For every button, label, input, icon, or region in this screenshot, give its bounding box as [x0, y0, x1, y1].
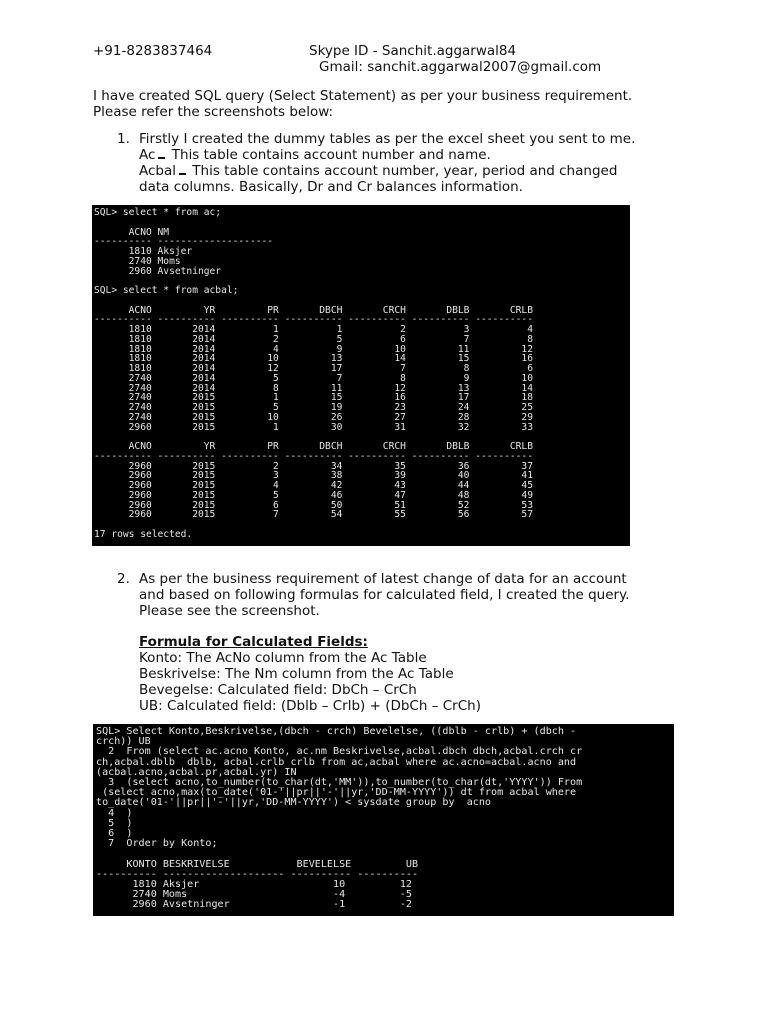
phone-number: +91-8283837464 [93, 43, 213, 59]
step2-number: 2. [117, 571, 130, 587]
terminal-output-1: SQL> select * from ac; ACNO NM ---------- -------------------- 1810 Aksjer 2740 Moms 2960 Avsetninger SQL> select * from acbal; ACNO YR PR DBCH CRCH DBLB CRLB ---------- ---------- ---------- ---------- ---------- ---------- ---------- 1810 2014 1 1 2 3 4 1810 2014 2 5 6 7 8 1810 2014 4 9 10 11 12 1810 2014 10 13 14 15 16 1810 2014 12 17 7 8 6 2740 2014 5 7 8 9 10 2740 2014 8 11 12 13 14 2740 2015 1 15 16 17 18 2740 2015 5 19 23 24 25 2740 2015 10 26 27 28 29 2960 2015 1 30 31 32 33 ACNO YR PR DBCH CRCH DBLB CRLB ---------- ---------- ---------- ---------- ---------- ---------- ---------- 2960 2015 2 34 35 36 37 2960 2015 3 38 39 40 41 2960 2015 4 42 43 44 45 2960 2015 5 46 47 48 49 2960 2015 6 50 51 52 53 2960 2015 7 54 55 56 57 17 rows selected. [94, 207, 533, 540]
skype-id: Skype ID - Sanchit.aggarwal84 [309, 43, 517, 59]
formula-bevegelse: Bevegelse: Calculated field: DbCh – CrCh [139, 682, 417, 698]
placeholder-box-icon [179, 165, 186, 175]
step1-line-acbal [139, 163, 617, 180]
step2-line-1: As per the business requirement of latest change of data for an account [139, 571, 627, 587]
ac-description: This table contains account number and name. [167, 147, 491, 163]
gmail-address: Gmail: sanchit.aggarwal2007@gmail.com [319, 59, 602, 75]
step2-line-3: Please see the screenshot. [139, 603, 320, 619]
step1-line-1: Firstly I created the dummy tables as per the excel sheet you sent to me. [139, 131, 636, 147]
step1-line-4: data columns. Basically, Dr and Cr balances information. [139, 179, 523, 195]
table-name-acbal: Acbal [139, 163, 177, 179]
intro-line-1: I have created SQL query (Select Statement) as per your business requirement. [93, 88, 633, 104]
sql-terminal-screenshot-1 [92, 205, 630, 546]
formula-beskrivelse: Beskrivelse: The Nm column from the Ac Table [139, 666, 454, 682]
table-name-ac: Ac [139, 147, 156, 163]
formula-ub: UB: Calculated field: (Dblb – Crlb) + (DbCh – CrCh) [139, 698, 481, 714]
intro-line-2: Please refer the screenshots below: [93, 104, 334, 120]
step2-line-2: and based on following formulas for calculated field, I created the query. [139, 587, 630, 603]
placeholder-box-icon [158, 149, 165, 159]
formula-heading: Formula for Calculated Fields: [139, 634, 368, 650]
acbal-description: This table contains account number, year, period and changed [188, 163, 618, 179]
step1-line-ac [139, 147, 491, 164]
terminal-output-2: SQL> Select Konto,Beskrivelse,(dbch - crch) Bevelelse, ((dblb - crlb) + (dbch - crch)) UB 2 From (select ac.acno Konto, ac.nm Beskrivelse,acbal.dbch dbch,acbal.crch cr ch,acbal.dblb dblb, acbal.crlb crlb from ac,acbal where ac.acno=acbal.acno and (acbal.acno,acbal.pr,acbal.yr) IN 3 (select acno,to_number(to_char(dt,'MM')),to_number(to_char(dt,'YYYY')) From (select acno,max(to_date('01-'||pr||'-'||yr,'DD-MM-YYYY')) dt from acbal where to_date('01-'||pr||'-'||yr,'DD-MM-YYYY') < sysdate group by acno 4 ) 5 ) 6 ) 7 Order by Konto; KONTO BESKRIVELSE BEVELELSE UB ---------- -------------------- ---------- ---------- 1810 Aksjer 10 12 2740 Moms -4 -5 2960 Avsetninger -1 -2 [96, 726, 583, 911]
step1-number: 1. [117, 131, 130, 147]
formula-konto: Konto: The AcNo column from the Ac Table [139, 650, 427, 666]
sql-terminal-screenshot-2 [93, 724, 674, 916]
